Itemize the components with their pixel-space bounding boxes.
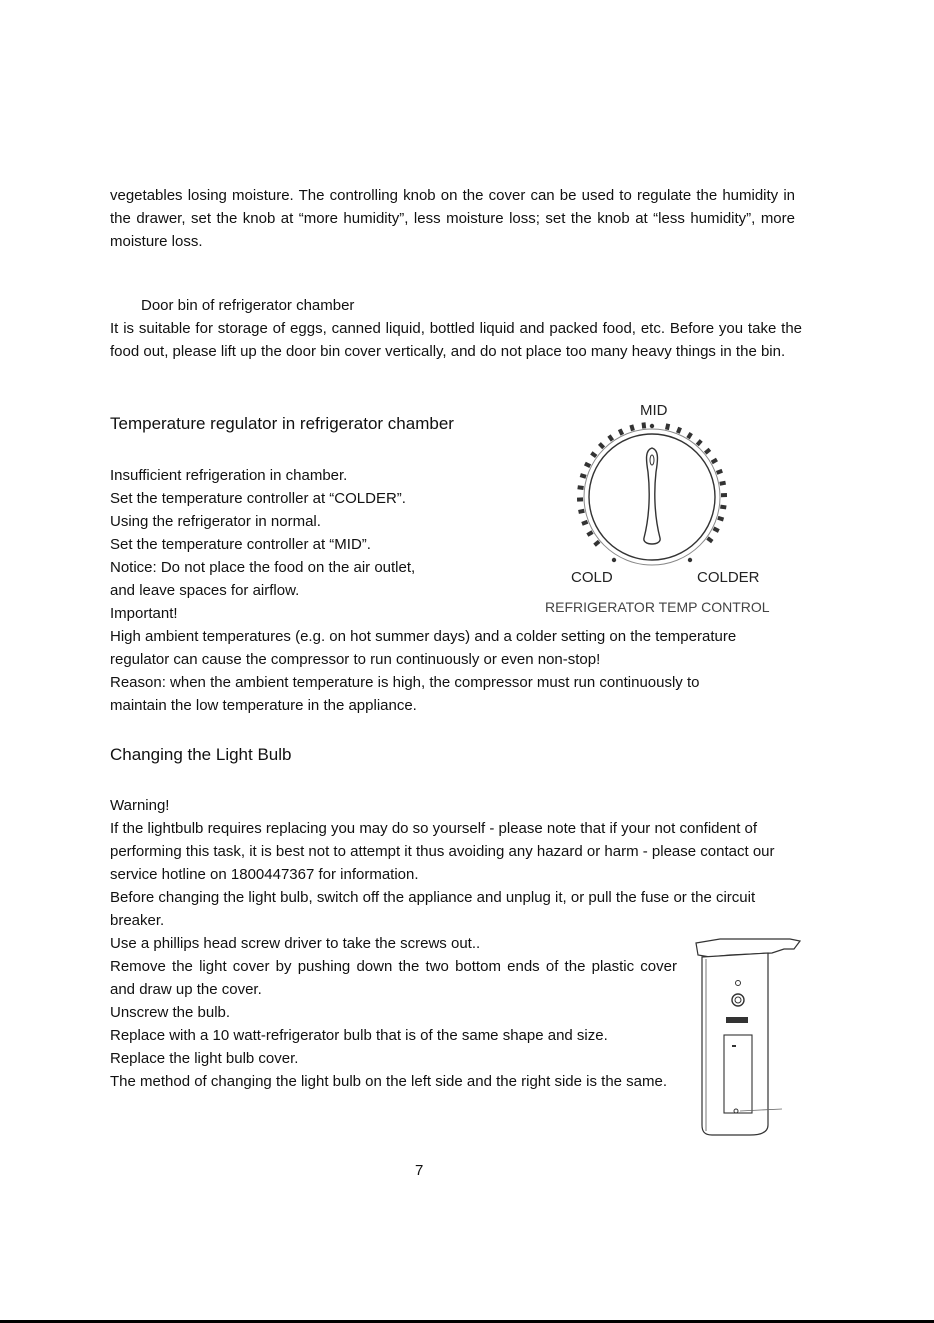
bulb-recess [724,1035,752,1113]
page-number: 7 [415,1162,424,1179]
bulb-para-1: If the lightbulb requires replacing you may do so yourself - please note that if your not confident of performing this task, it is best not to attempt it thus avoiding any hazard or harm - please contact our service hotline on 1800447367 for information. [110,820,775,883]
dial-tick [591,453,596,457]
humidity-paragraph: vegetables losing moisture. The controlling knob on the cover can be used to regulate the humidity in the drawer, set the knob at “more humidity”, less moisture loss; set the knob at “less humidity”, more moisture loss. [110,187,795,250]
dial-colder-label: COLDER [697,569,760,586]
door-bin-title: Door bin of refrigerator chamber [141,297,355,314]
dial-tick [609,436,612,441]
dial-tick [678,427,680,433]
dial-tick [631,425,633,431]
bulb-para-2: Before changing the light bulb, switch off the appliance and unplug it, or pull the fuse or the circuit breaker. [110,889,756,929]
dial-tick [688,433,691,438]
important-line-3: Reason: when the ambient temperature is high, the compressor must run continuously to [110,674,700,691]
bulb-step-2: Remove the light cover by pushing down the two bottom ends of the plastic cover and draw up the cover. [110,958,677,998]
light-bulb-heading: Changing the Light Bulb [110,745,292,764]
dial-caption: REFRIGERATOR TEMP CONTROL [545,599,770,615]
temp-dial-illustration [560,410,750,580]
temp-regulator-heading: Temperature regulator in refrigerator chamber [110,414,454,433]
dial-tick [718,518,724,520]
warning-label: Warning! [110,797,170,814]
bulb-step-3: Unscrew the bulb. [110,1004,231,1021]
dial-tick [667,424,668,430]
temp-line-2: Set the temperature controller at “COLDER”. [110,490,406,507]
dial-cold-label: COLD [571,569,613,586]
bulb-step-1: Use a phillips head screw driver to take the screws out.. [110,935,481,952]
temp-line-3: Using the refrigerator in normal. [110,513,321,530]
temp-line-airflow: and leave spaces for airflow. [110,582,300,599]
dial-tick [579,511,585,512]
temp-line-notice: Notice: Do not place the food on the air outlet, [110,559,416,576]
bulb-step-5: Replace the light bulb cover. [110,1050,299,1067]
bulb-mark [732,1045,736,1047]
temp-line-4: Set the temperature controller at “MID”. [110,536,371,553]
dial-mid-label: MID [640,402,668,419]
dial-tick [587,532,592,535]
light-cover-illustration [690,935,805,1140]
dial-tick [705,449,710,453]
bulb-step-4: Replace with a 10 watt-refrigerator bulb that is of the same shape and size. [110,1027,608,1044]
bulb-step-6: The method of changing the light bulb on the left side and the right side is the same. [110,1073,668,1090]
temp-line-important: Important! [110,605,178,622]
dial-tick [644,422,645,428]
vent-slot [726,1017,748,1023]
colder-marker-dot [688,558,692,562]
door-bin-body: It is suitable for storage of eggs, canned liquid, bottled liquid and packed food, etc. Before you take the food out, please lift up the door bin cover vertically, and do not place too many heavy things in the bin. [110,320,802,360]
dial-tick [707,538,712,542]
dial-tick [712,460,717,463]
dial-tick [720,507,726,508]
dial-tick [578,487,584,488]
dial-tick [582,522,588,524]
important-line-1: High ambient temperatures (e.g. on hot summer days) and a colder setting on the temperature [110,628,737,645]
dial-tick [720,483,726,484]
dial-tick [697,440,701,445]
important-line-4: maintain the low temperature in the appliance. [110,697,417,714]
cold-marker-dot [612,558,616,562]
mid-marker-dot [650,424,654,428]
temp-line-1: Insufficient refrigeration in chamber. [110,467,348,484]
dial-tick [595,541,600,545]
dial-tick [580,475,586,477]
dial-tick [620,429,623,434]
dial-tick [585,464,590,467]
dial-tick [599,444,603,448]
dial-tick [717,471,723,473]
important-line-2: regulator can cause the compressor to run continuously or even non-stop! [110,651,601,668]
dial-tick [713,528,718,531]
